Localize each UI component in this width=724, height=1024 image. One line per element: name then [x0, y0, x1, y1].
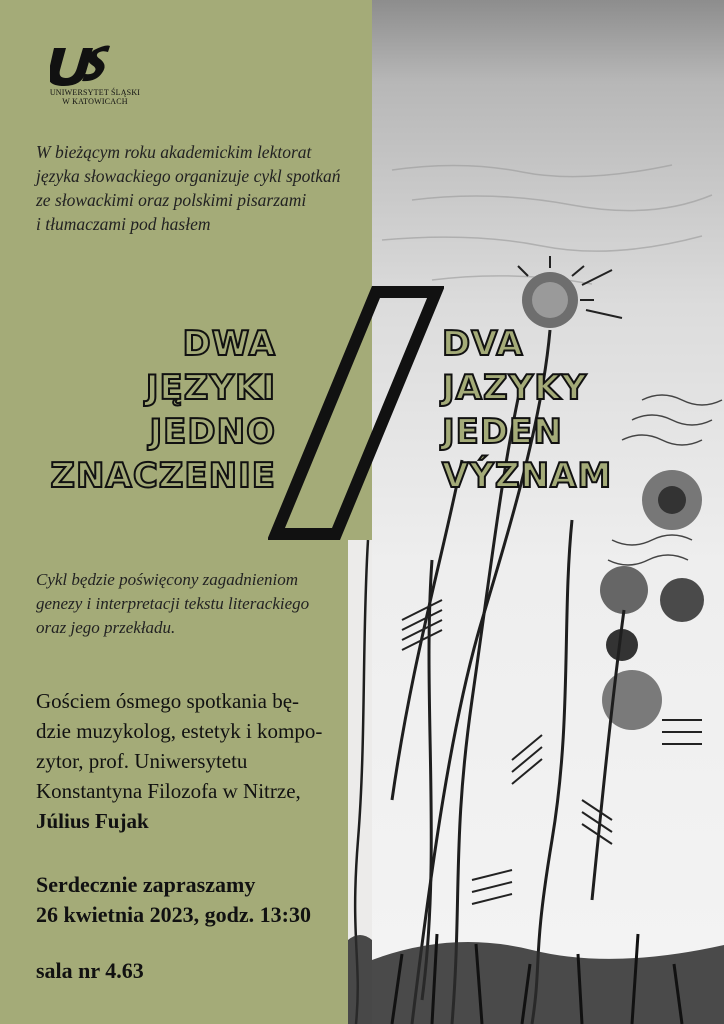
university-logo — [40, 44, 150, 114]
intro-line: W bieżącym roku akademickim lektorat — [36, 142, 312, 162]
title-slovak-line: JEDEN — [442, 412, 563, 452]
title-slovak-line: VÝZNAM — [442, 456, 613, 496]
cycle-description — [36, 568, 356, 640]
guest-info — [36, 686, 356, 836]
us-logo-icon — [50, 44, 110, 86]
intro-line: i tłumaczami pod hasłem — [36, 214, 211, 234]
title-polish-line: JEDNO — [149, 412, 276, 452]
event-date-time: 26 kwietnia 2023, godz. 13:30 — [36, 902, 311, 927]
cycle-line: genezy i interpretacji tekstu literackiego — [36, 594, 310, 613]
invitation — [36, 870, 356, 930]
slash-divider — [268, 286, 444, 540]
title-slovak-line: JAZYKY — [442, 368, 588, 408]
title-polish-line: ZNACZENIE — [50, 456, 276, 496]
university-name — [40, 88, 150, 106]
intro-line: języka słowackiego organizuje cykl spotkań — [36, 166, 341, 186]
guest-line: Konstantyna Filozofa w Nitrze, — [36, 779, 301, 803]
title-polish — [20, 322, 276, 498]
title-slovak — [442, 322, 722, 498]
room-number: sala nr 4.63 — [36, 958, 144, 983]
title-polish-line: JĘZYKI — [145, 368, 276, 408]
title-polish-line: DWA — [182, 324, 276, 364]
cycle-line: Cykl będzie poświęcony zagadnieniom — [36, 570, 299, 589]
guest-line: zytor, prof. Uniwersytetu — [36, 749, 248, 773]
guest-name: Július Fujak — [36, 809, 149, 833]
guest-line: dzie muzykolog, estetyk i kompo- — [36, 719, 323, 743]
invitation-line: Serdecznie zapraszamy — [36, 872, 256, 897]
cycle-line: oraz jego przekładu. — [36, 618, 176, 637]
intro-text — [36, 140, 366, 236]
intro-line: ze słowackimi oraz polskimi pisarzami — [36, 190, 307, 210]
university-name-line1: UNIWERSYTET ŚLĄSKI — [49, 88, 141, 97]
university-name-line2: W KATOWICACH — [62, 97, 128, 106]
title-slovak-line: DVA — [442, 324, 524, 364]
guest-line: Gościem ósmego spotkania bę- — [36, 689, 300, 713]
